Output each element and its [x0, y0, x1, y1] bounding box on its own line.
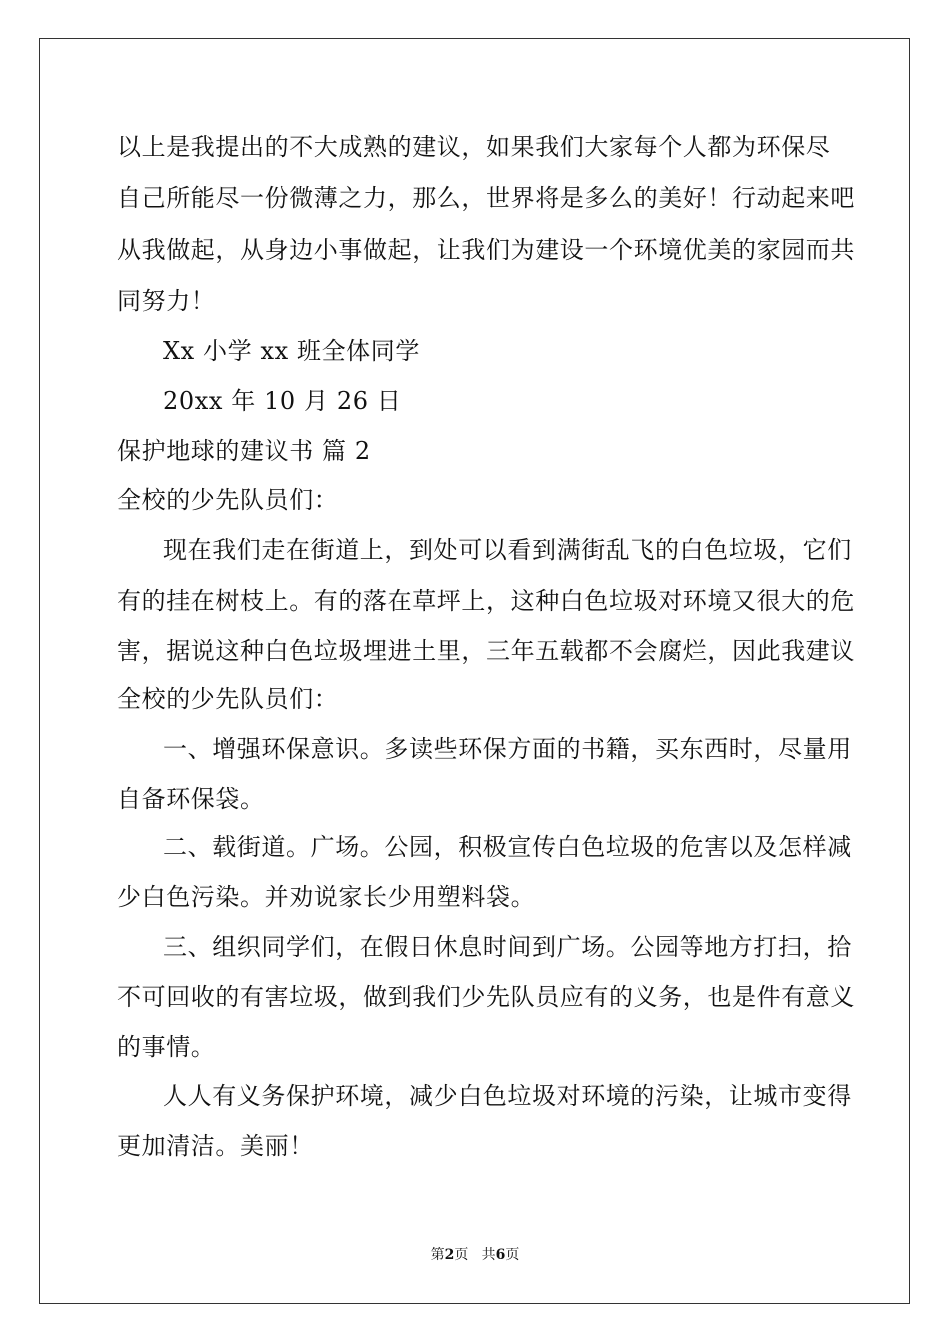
- list-item-line: 不可回收的有害垃圾，做到我们少先队员应有的义务，也是件有意义: [117, 983, 855, 1011]
- list-item-line: 自备环保袋。: [117, 785, 265, 813]
- body-line: 全校的少先队员们：: [117, 685, 339, 713]
- page-footer: [0, 1245, 950, 1265]
- body-line: 人人有义务保护环境，减少白色垃圾对环境的污染，让城市变得: [163, 1082, 852, 1110]
- signature-line: Xx 小学 xx 班全体同学: [163, 337, 420, 365]
- body-line: 同努力！: [117, 287, 216, 315]
- footer-page-prefix: 第: [430, 1247, 445, 1263]
- section-title: 保护地球的建议书 篇 2: [117, 437, 371, 465]
- list-item-line: 二、载街道。广场。公园，积极宣传白色垃圾的危害以及怎样减: [163, 833, 852, 861]
- list-item-line: 三、组织同学们，在假日休息时间到广场。公园等地方打扫，拾: [163, 933, 852, 961]
- body-line: 害，据说这种白色垃圾埋进土里，三年五载都不会腐烂，因此我建议: [117, 637, 855, 665]
- footer-page-suffix: 页: [454, 1247, 469, 1263]
- footer-page-current: 2: [444, 1247, 455, 1263]
- list-item-line: 的事情。: [117, 1033, 216, 1061]
- list-item-line: 一、增强环保意识。多读些环保方面的书籍，买东西时，尽量用: [163, 735, 852, 763]
- page-frame: [39, 38, 910, 1304]
- footer-page-total: 6: [495, 1247, 506, 1263]
- list-item-line: 少白色污染。并劝说家长少用塑料袋。: [117, 883, 536, 911]
- body-line: 有的挂在树枝上。有的落在草坪上，这种白色垃圾对环境又很大的危: [117, 587, 855, 615]
- body-line: 自己所能尽一份微薄之力，那么，世界将是多么的美好！行动起来吧: [117, 184, 855, 212]
- footer-total-suffix: 页: [505, 1247, 520, 1263]
- footer-total-prefix: 共: [481, 1247, 496, 1263]
- body-line: 现在我们走在街道上，到处可以看到满街乱飞的白色垃圾，它们: [163, 536, 852, 564]
- salutation: 全校的少先队员们：: [117, 486, 339, 514]
- body-line: 以上是我提出的不大成熟的建议，如果我们大家每个人都为环保尽: [117, 133, 831, 161]
- date-line: 20xx 年 10 月 26 日: [163, 387, 402, 415]
- body-line: 从我做起，从身边小事做起，让我们为建设一个环境优美的家园而共: [117, 236, 855, 264]
- body-line: 更加清洁。美丽！: [117, 1132, 314, 1160]
